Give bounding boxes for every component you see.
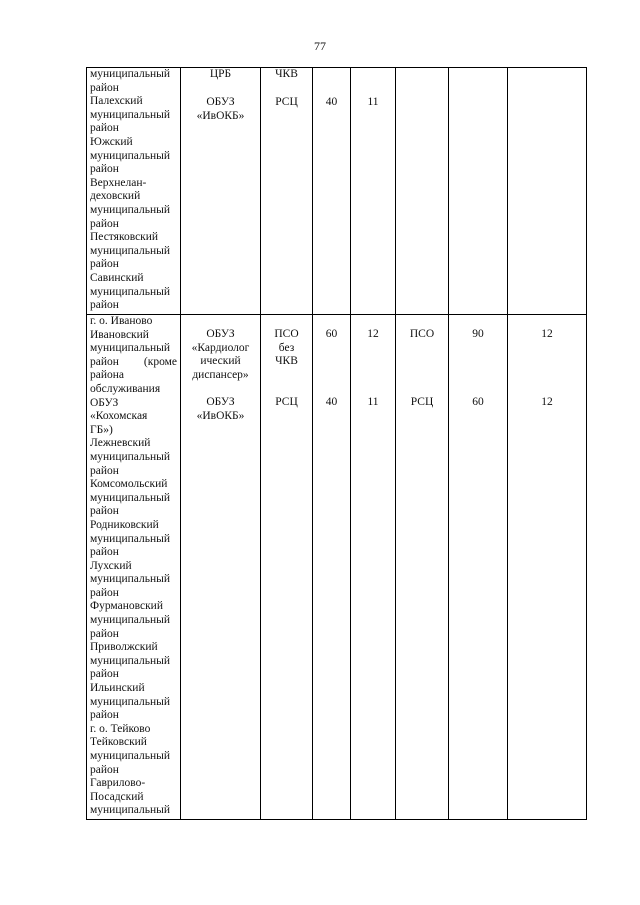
value: 60 <box>325 328 338 340</box>
area-line: Верхнелан- <box>90 176 147 189</box>
value: 12 <box>367 328 379 340</box>
org-cell <box>181 315 261 820</box>
area-line: Посадский <box>90 790 144 803</box>
area-word: (кроме <box>143 355 177 368</box>
page-number: 77 <box>314 39 326 53</box>
center-type-line: без <box>278 341 295 354</box>
org-name-line: «ИвОКБ» <box>196 409 245 422</box>
area-line: муниципальный <box>90 285 171 298</box>
empty-cell <box>396 68 449 315</box>
area-line: Палехский <box>90 95 143 108</box>
type-cell <box>261 68 313 315</box>
center-type: ПСО <box>409 328 435 340</box>
area-line: ОБУЗ <box>90 396 119 409</box>
area-line: муниципальный <box>90 244 171 257</box>
area-line: район <box>90 668 119 681</box>
area-line: муниципальный <box>90 573 171 586</box>
area-line: деховский <box>90 190 141 203</box>
area-line: г. о. Иваново <box>90 315 153 327</box>
area-line: Приволжский <box>90 641 158 654</box>
area-line: г. о. Тейково <box>90 722 151 735</box>
area-line: муниципальный <box>90 804 171 817</box>
value: 40 <box>325 96 338 108</box>
justified-line <box>90 356 180 370</box>
value: 60 <box>472 396 484 408</box>
value: 12 <box>541 396 553 408</box>
area-line: Савинский <box>90 271 144 284</box>
area-line: муниципальный <box>90 491 171 504</box>
area-line: муниципальный <box>90 342 171 355</box>
empty-cell <box>508 68 587 315</box>
center-type: РСЦ <box>410 396 434 408</box>
area-line: ГБ») <box>90 423 113 436</box>
type-cell <box>261 315 313 820</box>
area-line: Тейковский <box>90 736 147 749</box>
area-line: Лежневский <box>90 437 151 450</box>
area-line: район <box>90 163 119 176</box>
area-line: Ильинский <box>90 682 145 695</box>
area-line: район <box>90 122 119 135</box>
routing-table <box>86 67 587 820</box>
value-cell <box>313 315 351 820</box>
area-line: Южский <box>90 135 133 148</box>
area-line: муниципальный <box>90 654 171 667</box>
value: 90 <box>472 328 484 340</box>
center-type-line: ПСО <box>274 328 299 340</box>
value: 12 <box>541 328 553 340</box>
value: 11 <box>367 96 379 108</box>
value-cell <box>449 315 508 820</box>
area-line: район <box>90 505 119 518</box>
area-line: муниципальный <box>90 614 171 627</box>
area-list <box>87 68 180 313</box>
area-line: район <box>90 81 119 94</box>
area-line: район <box>90 763 119 776</box>
org-name-line: «ИвОКБ» <box>196 109 245 122</box>
area-line: район <box>90 464 119 477</box>
area-line: район <box>90 586 119 599</box>
center-type: РСЦ <box>275 396 298 408</box>
org-name-line: ОБУЗ <box>206 396 235 408</box>
area-line: муниципальный <box>90 750 171 762</box>
table-row <box>87 68 587 315</box>
org-name-line: «Кардиолог <box>191 341 250 354</box>
area-list <box>87 315 180 818</box>
value: 40 <box>325 396 338 408</box>
value-cell <box>508 315 587 820</box>
area-line: Ивановский <box>90 328 149 341</box>
area-line: муниципальный <box>90 695 171 708</box>
org-name: ЦРБ <box>209 68 232 80</box>
org-name-line: диспансер» <box>192 368 249 381</box>
area-cell <box>87 68 181 315</box>
value-cell <box>313 68 351 315</box>
table-row <box>87 315 587 820</box>
area-line: Родниковский <box>90 518 159 531</box>
area-line: район <box>90 299 119 312</box>
area-line: муниципальный <box>90 450 171 463</box>
area-line: Фурмановский <box>90 600 163 613</box>
area-line: муниципальный <box>90 532 171 545</box>
area-cell <box>87 315 181 820</box>
value-cell <box>351 315 396 820</box>
area-line: «Кохомская <box>90 410 148 423</box>
area-line: Комсомольский <box>90 478 168 491</box>
center-type: ЧКВ <box>275 68 298 80</box>
center-type: РСЦ <box>275 96 298 108</box>
area-line: район <box>90 217 119 230</box>
empty-cell <box>449 68 508 315</box>
area-line: района <box>90 369 125 382</box>
area-line: муниципальный <box>90 108 171 121</box>
area-line: район <box>90 258 119 271</box>
area-line: район <box>90 627 119 640</box>
center-type-line: ЧКВ <box>275 355 298 368</box>
area-line: район <box>90 709 119 722</box>
area-line: Лухский <box>90 559 132 572</box>
org-cell <box>181 68 261 315</box>
area-line: муниципальный <box>90 68 171 80</box>
org-name-line: ОБУЗ <box>206 96 235 108</box>
org-name-line: ический <box>200 355 241 368</box>
value-cell <box>351 68 396 315</box>
area-line: муниципальный <box>90 203 171 216</box>
area-line: Пестяковский <box>90 231 159 244</box>
area-line: муниципальный <box>90 149 171 162</box>
area-line: Гаврилово- <box>90 777 146 790</box>
area-line: район <box>90 546 119 559</box>
value: 11 <box>367 396 379 408</box>
org-name-line: ОБУЗ <box>206 328 235 340</box>
area-word: район <box>90 355 119 368</box>
area-line: обслуживания <box>90 382 161 395</box>
alt-type-cell <box>396 315 449 820</box>
